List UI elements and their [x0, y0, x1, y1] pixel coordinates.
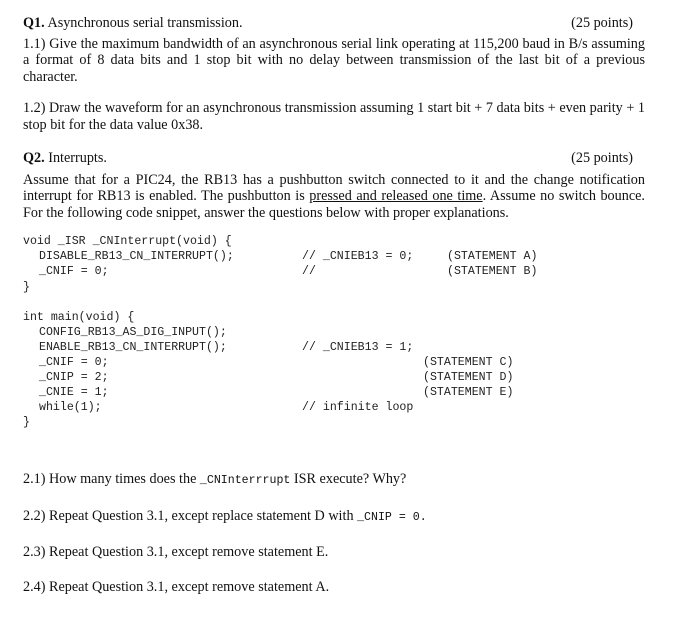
code-line: while(1); // infinite loop [39, 401, 414, 415]
question-2-2: 2.2) Repeat Question 3.1, except replace statement D with _CNIP = 0. [23, 508, 427, 524]
q1-title: Asynchronous serial transmission. [44, 15, 243, 31]
isr-name-code: _CNInterrrupt [199, 474, 291, 487]
code-line-blank [23, 295, 645, 310]
code-line: DISABLE_RB13_CN_INTERRUPT(); // _CNIEB13 = 0; (STATEMENT A) [39, 250, 538, 264]
q1-part1: 1.1) Give the maximum bandwidth of an asynchronous serial link operating at 115,200 baud in B/s assuming a format of 8 data bits and 1 stop bit with no delay between transmission of the last bit of a previous character. [23, 36, 645, 85]
q2-points: (25 points) [571, 150, 633, 167]
q1-heading [23, 14, 645, 32]
q1-label: Q1. [23, 15, 45, 31]
code-line: _CNIP = 2; (STATEMENT D) [39, 371, 514, 385]
q2-label: Q2. [23, 150, 45, 167]
code-line: void _ISR _CNInterrupt(void) { [23, 235, 232, 249]
q2-title: Interrupts. [44, 150, 107, 167]
code-line: _CNIF = 0; // (STATEMENT B) [39, 265, 538, 279]
code-line: int main(void) { [23, 310, 135, 324]
q2-heading [23, 149, 645, 167]
q1-part2: 1.2) Draw the waveform for an asynchronous transmission assuming 1 start bit + 7 data bits + even parity + 1 stop bit for the data value 0x38. [23, 100, 645, 133]
cnip-code: _CNIP = 0. [357, 511, 427, 524]
code-line: } [23, 416, 30, 430]
q2-intro: Assume that for a PIC24, the RB13 has a pushbutton switch connected to it and the change notification interrupt for RB13 is enabled. The pushbutton is pressed and released one time. Assume no switch bounce. For the following code snippet, answer the questions below with proper explanations. [23, 172, 645, 221]
code-line: CONFIG_RB13_AS_DIG_INPUT(); [39, 325, 227, 339]
code-line: } [23, 280, 30, 294]
document-page [23, 14, 645, 430]
question-2-3: 2.3) Repeat Question 3.1, except remove statement E. [23, 544, 329, 560]
question-2-4: 2.4) Repeat Question 3.1, except remove statement A. [23, 579, 330, 595]
question-2-1: 2.1) How many times does the _CNInterrrupt ISR execute? Why? [23, 471, 407, 487]
q1-points: (25 points) [571, 15, 633, 31]
code-line: _CNIE = 1; (STATEMENT E) [39, 386, 514, 400]
code-line: ENABLE_RB13_CN_INTERRUPT(); // _CNIEB13 = 1; [39, 340, 414, 354]
code-line: _CNIF = 0; (STATEMENT C) [39, 356, 514, 369]
code-snippet [23, 234, 645, 430]
underlined-phrase: pressed and released one time [309, 188, 483, 205]
